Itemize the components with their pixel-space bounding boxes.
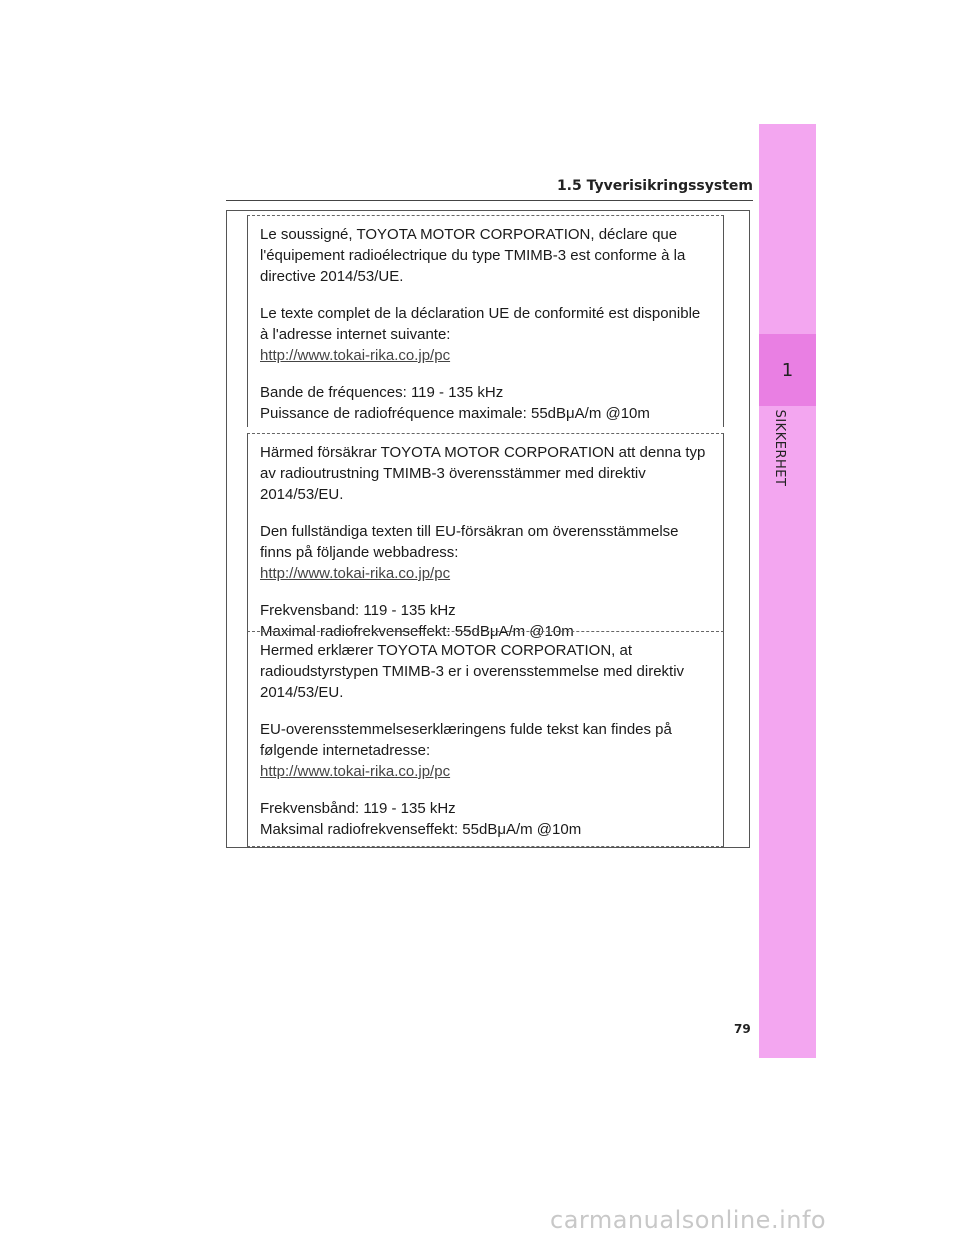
chapter-title: SIKKERHET bbox=[772, 409, 787, 487]
side-tab bbox=[759, 124, 816, 1058]
frequency-band: Frekvensband: 119 - 135 kHz bbox=[260, 602, 456, 619]
frequency-band: Bande de fréquences: 119 - 135 kHz bbox=[260, 384, 504, 401]
section-header: 1.5 Tyverisikringssystem bbox=[556, 178, 753, 194]
declaration-url-link[interactable]: http://www.tokai-rika.co.jp/pc bbox=[260, 347, 451, 364]
declaration-danish bbox=[247, 631, 724, 847]
watermark: carmanualsonline.info bbox=[550, 1206, 827, 1234]
declaration-availability: Den fullständiga texten till EU-försäkran om överensstämmelse finns på följande webbadress: bbox=[260, 523, 679, 561]
frequency-band: Frekvensbånd: 119 - 135 kHz bbox=[260, 800, 456, 817]
max-power: Maksimal radiofrekvenseffekt: 55dBμA/m @10m bbox=[260, 821, 582, 838]
declaration-url-link[interactable]: http://www.tokai-rika.co.jp/pc bbox=[260, 565, 451, 582]
declaration-availability: EU-overensstemmelseserklæringens fulde tekst kan findes på følgende internetadresse: bbox=[260, 721, 672, 759]
max-power: Maximal radiofrekvenseffekt: 55dBμA/m @10m bbox=[260, 623, 574, 640]
declaration-french bbox=[247, 215, 724, 427]
declaration-swedish bbox=[247, 433, 724, 640]
declaration-statement: Hermed erklærer TOYOTA MOTOR CORPORATION, at radioudstyrstypen TMIMB-3 er i overensstemmelse med direktiv 2014/53/EU. bbox=[260, 642, 685, 701]
page-number: 79 bbox=[734, 1022, 751, 1036]
declaration-statement: Le soussigné, TOYOTA MOTOR CORPORATION, déclare que l'équipement radioélectrique du type TMIMB-3 est conforme à la directive 2014/53/UE. bbox=[260, 226, 686, 285]
max-power: Puissance de radiofréquence maximale: 55dBμA/m @10m bbox=[260, 405, 650, 422]
declaration-url-link[interactable]: http://www.tokai-rika.co.jp/pc bbox=[260, 763, 451, 780]
declaration-availability: Le texte complet de la déclaration UE de conformité est disponible à l'adresse internet suivante: bbox=[260, 305, 701, 343]
declaration-statement: Härmed försäkrar TOYOTA MOTOR CORPORATION att denna typ av radioutrustning TMIMB-3 överensstämmer med direktiv 2014/53/EU. bbox=[260, 444, 706, 503]
header-divider bbox=[226, 200, 753, 201]
chapter-number: 1 bbox=[781, 359, 794, 381]
chapter-number-box[interactable] bbox=[759, 334, 816, 406]
